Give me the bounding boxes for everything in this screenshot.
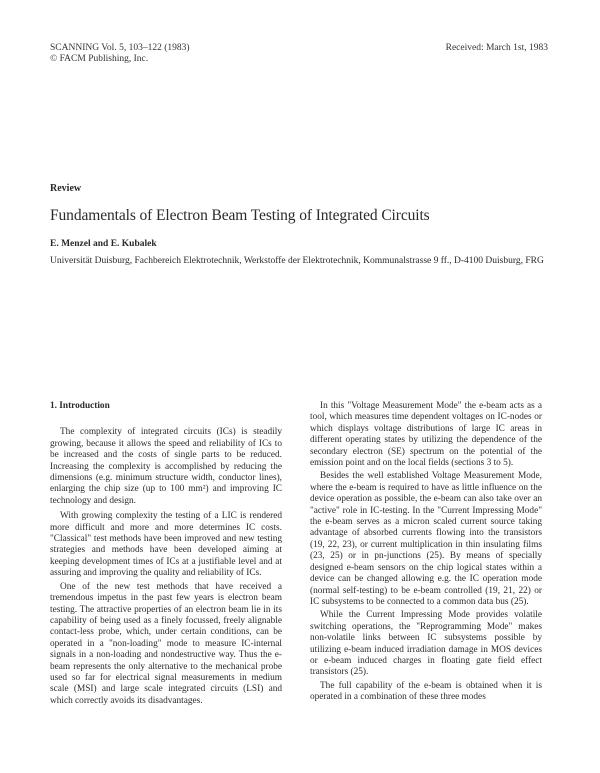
paper-title: Fundamentals of Electron Beam Testing of Integrated Circuits — [50, 207, 430, 224]
paragraph: The complexity of integrated circuits (ICs) is steadily growing, because it allows the speed and reliability of ICs to be increased and the costs of single parts to be reduced. Increasing the complexity is accomplished by reducing the dimensions (e.g. minimum structure width, conductor lines), enlarging the chip size (up to 100 mm²) and improving IC technology and design. — [50, 427, 282, 506]
paragraph: With growing complexity the testing of a LIC is rendered more difficult and more and more determines IC costs. "Classical" test methods have been improved and new testing strategies and methods have been developed aiming at keeping development times of ICs at a justifiable level and at assuring and improving the quality and reliability of ICs. — [50, 511, 282, 579]
paragraph: In this "Voltage Measurement Mode" the e-beam acts as a tool, which measures time dependent voltages on IC-nodes or which displays voltage distributions of large IC areas in different operating states by utilizing the dependence of the secondary electron (SE) spectrum on the potential of the emission point and on the local fields (sections 3 to 5). — [310, 401, 542, 469]
section-heading: 1. Introduction — [50, 401, 110, 411]
journal-info — [50, 43, 190, 65]
section-label: Review — [50, 183, 82, 194]
journal-publisher: © FACM Publishing, Inc. — [50, 54, 149, 64]
paragraph: The full capability of the e-beam is obtained when it is operated in a combination of these three modes — [310, 680, 542, 703]
paragraph: While the Current Impressing Mode provides volatile switching operations, the "Reprogramming Mode" makes non-volatile links between IC subsystems possible by utilizing e-beam induced irradiation damage in MOS devices or e-beam induced charges in floating gate field effect transistors (25). — [310, 610, 542, 678]
affiliation: Universität Duisburg, Fachbereich Elektrotechnik, Werkstoffe der Elektrotechnik, Kommunalstrasse 9 ff., D-4100 Duisburg, FRG — [50, 256, 544, 266]
received-date: Received: March 1st, 1983 — [445, 43, 548, 53]
authors: E. Menzel and E. Kubalek — [50, 239, 157, 249]
right-column — [310, 401, 542, 706]
journal-citation: SCANNING Vol. 5, 103–122 (1983) — [50, 43, 190, 53]
paragraph: One of the new test methods that have received a tremendous impetus in the past few years is electron beam testing. The attractive properties of an electron beam lie in its capability of being used as a finely focussed, freely alignable contact-less probe, which, under certain conditions, can be operated in a "non-loading" mode to measure IC-internal signals in a non-loading and nondestructive way. Thus the e-beam represents the only alternative to the mechanical probe used so far for electrical signal measurements in medium scale (MSI) and large scale integrated circuits (LSI) and which correctly avoids its disadvantages. — [50, 581, 282, 706]
left-column — [50, 401, 282, 709]
paragraph: Besides the well established Voltage Measurement Mode, where the e-beam is required to have as little influence on the device operation as possible, the e-beam can also take over an "active" role in IC-testing. In the "Current Impressing Mode" the e-beam serves as a micron scaled current source taking advantage of absorbed currents flowing into the transistors (19, 22, 23), or current multiplication in thin insulating films (23, 25) or in pn-junctions (25). By means of specially designed e-beam sensors on the chip logical states within a device can be changed allowing e.g. the IC operation mode (normal self-testing) to be e-beam controlled (19, 21, 22) or IC subsystems to be connected to a common data bus (25). — [310, 471, 542, 607]
